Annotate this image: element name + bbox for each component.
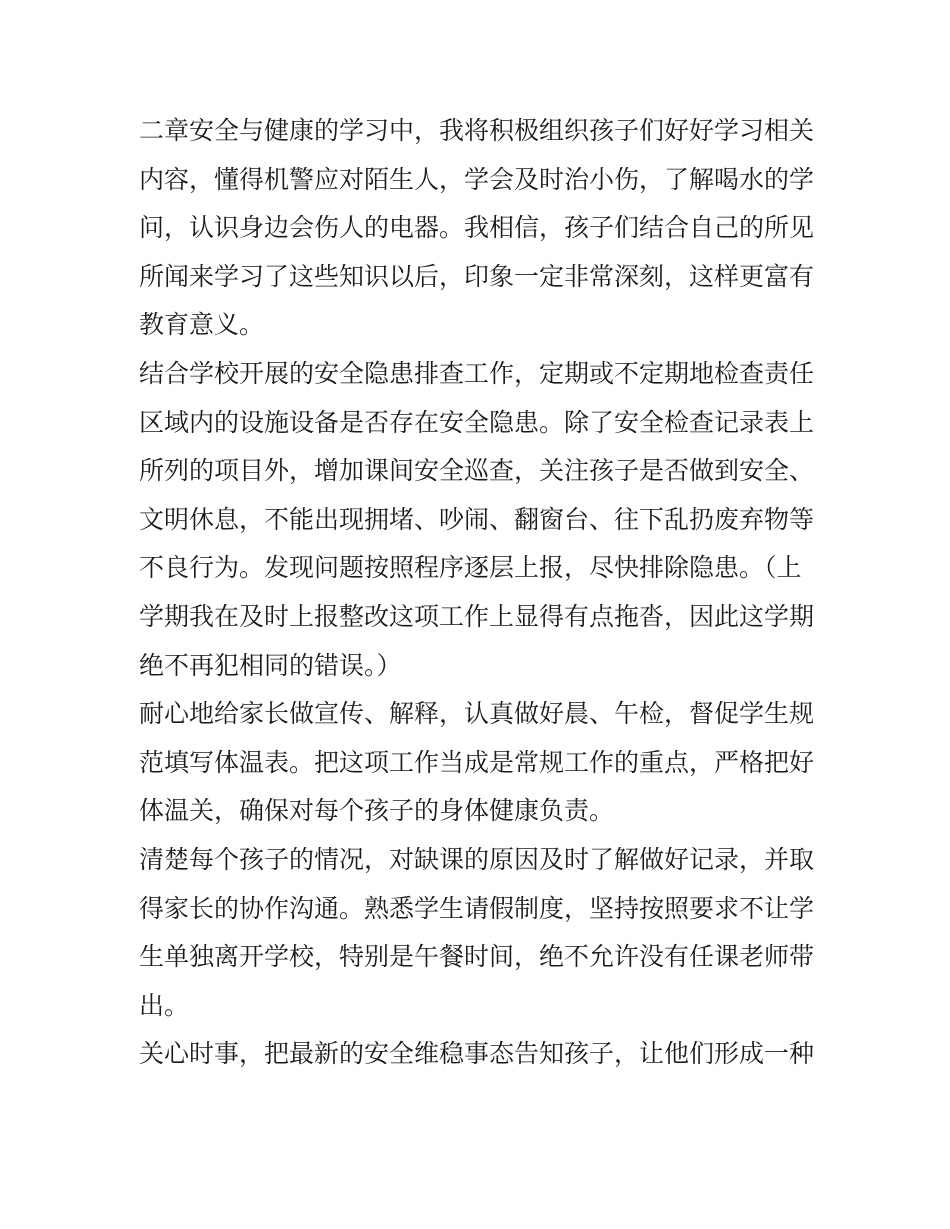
text-line: 清楚每个孩子的情况，对缺课的原因及时了解做好记录，并取 [139, 844, 815, 874]
text-line: 区域内的设施设备是否存在安全隐患。除了安全检查记录表上 [139, 407, 815, 437]
text-line: 关心时事，把最新的安全维稳事态告知孩子，让他们形成一种 [139, 1039, 815, 1069]
paragraph-5 [139, 1030, 815, 1079]
document-body [139, 107, 815, 1079]
paragraph-4 [139, 836, 815, 1030]
text-line: 体温关，确保对每个孩子的身体健康负责。 [139, 796, 615, 826]
text-line: 生单独离开学校，特别是午餐时间，绝不允许没有任课老师带 [139, 942, 815, 972]
paragraph-2 [139, 350, 815, 690]
paragraph-1 [139, 107, 815, 350]
text-line: 结合学校开展的安全隐患排查工作，定期或不定期地检查责任 [139, 358, 815, 388]
text-line: 教育意义。 [139, 310, 265, 340]
text-line: 绝不再犯相同的错误。） [139, 650, 402, 680]
text-line: 所闻来学习了这些知识以后，印象一定非常深刻，这样更富有 [139, 261, 815, 291]
text-line: 得家长的协作沟通。熟悉学生请假制度，坚持按照要求不让学 [139, 893, 815, 923]
text-line: 学期我在及时上报整改这项工作上显得有点拖沓，因此这学期 [139, 601, 815, 631]
text-line: 出。 [139, 990, 190, 1020]
text-line: 问，认识身边会伤人的电器。我相信，孩子们结合自己的所见 [139, 213, 815, 243]
text-line: 不良行为。发现问题按照程序逐层上报，尽快排除隐患。（上 [139, 553, 802, 583]
text-line: 耐心地给家长做宣传、解释，认真做好晨、午检，督促学生规 [139, 699, 815, 729]
text-line: 二章安全与健康的学习中，我将积极组织孩子们好好学习相关 [139, 116, 815, 145]
text-line: 所列的项目外，增加课间安全巡查，关注孩子是否做到安全、 [139, 456, 815, 486]
paragraph-3 [139, 690, 815, 836]
text-line: 文明休息，不能出现拥堵、吵闹、翻窗台、往下乱扔废弃物等 [139, 504, 815, 534]
text-line: 内容，懂得机警应对陌生人，学会及时治小伤，了解喝水的学 [139, 164, 815, 194]
text-line: 范填写体温表。把这项工作当成是常规工作的重点，严格把好 [139, 747, 815, 777]
